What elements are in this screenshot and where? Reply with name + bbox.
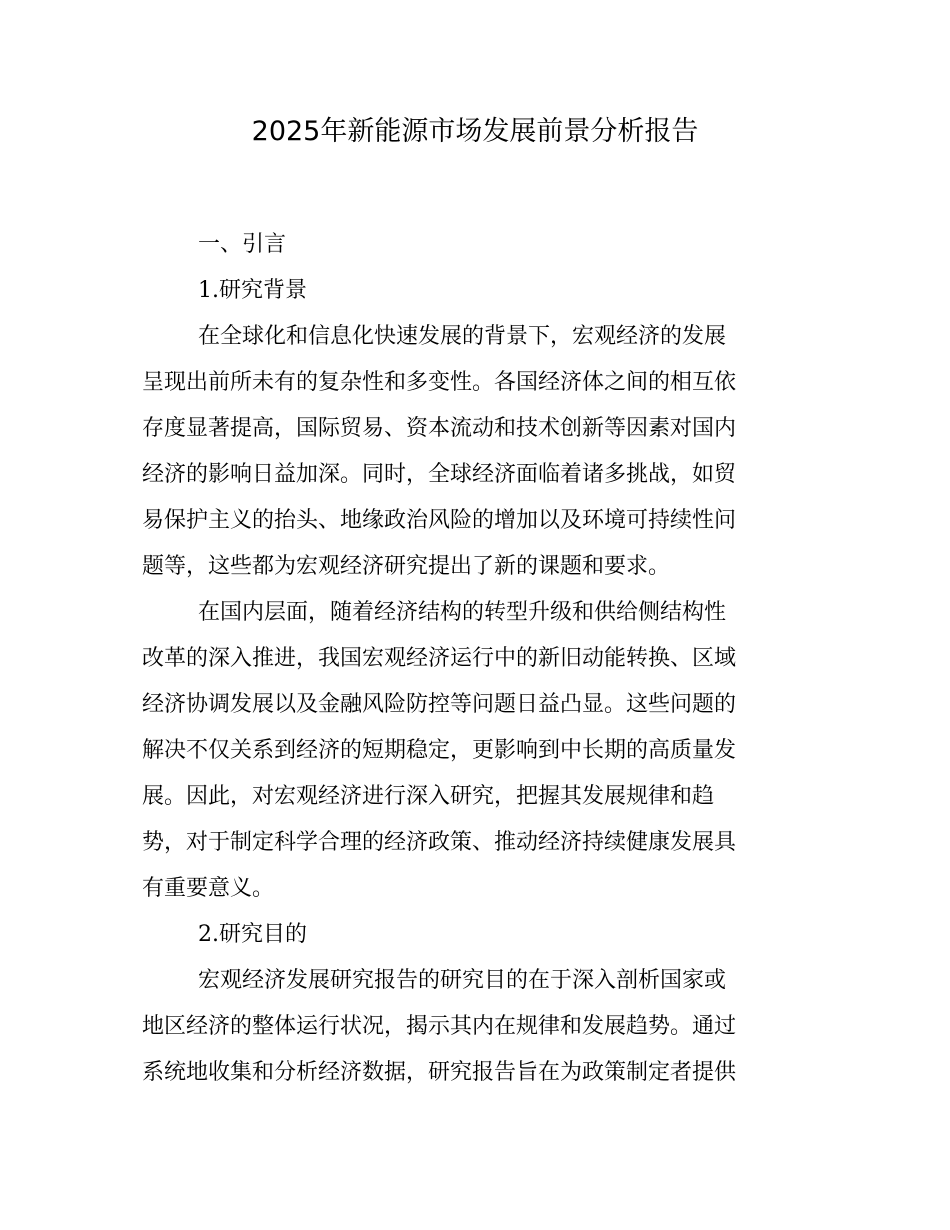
paragraph-line: 在国内层面，随着经济结构的转型升级和供给侧结构性 bbox=[198, 600, 727, 625]
paragraph-line: 易保护主义的抬头、地缘政治风险的增加以及环境可持续性问 bbox=[142, 508, 737, 533]
paragraph-line: 有重要意义。 bbox=[142, 876, 275, 901]
document-title: 2025年新能源市场发展前景分析报告 bbox=[251, 116, 699, 147]
paragraph-line: 经济协调发展以及金融风险防控等问题日益凸显。这些问题的 bbox=[142, 692, 737, 717]
paragraph-line: 存度显著提高，国际贸易、资本流动和技术创新等因素对国内 bbox=[142, 416, 737, 441]
paragraph-line: 势，对于制定科学合理的经济政策、推动经济持续健康发展具 bbox=[142, 830, 737, 855]
paragraph-line: 呈现出前所未有的复杂性和多变性。各国经济体之间的相互依 bbox=[142, 370, 737, 395]
paragraph-line: 地区经济的整体运行状况，揭示其内在规律和发展趋势。通过 bbox=[142, 1014, 737, 1039]
paragraph-line: 解决不仅关系到经济的短期稳定，更影响到中长期的高质量发 bbox=[142, 738, 737, 763]
paragraph-line: 宏观经济发展研究报告的研究目的在于深入剖析国家或 bbox=[198, 968, 727, 993]
paragraph-line: 系统地收集和分析经济数据，研究报告旨在为政策制定者提供 bbox=[142, 1060, 737, 1085]
section-heading: 一、引言 bbox=[198, 232, 287, 257]
paragraph-line: 题等，这些都为宏观经济研究提出了新的课题和要求。 bbox=[142, 554, 671, 579]
subsection-heading-purpose: 2.研究目的 bbox=[198, 922, 307, 947]
paragraph-line: 经济的影响日益加深。同时，全球经济面临着诸多挑战，如贸 bbox=[142, 462, 737, 487]
paragraph-line: 展。因此，对宏观经济进行深入研究，把握其发展规律和趋 bbox=[142, 784, 715, 809]
paragraph-line: 改革的深入推进，我国宏观经济运行中的新旧动能转换、区域 bbox=[142, 646, 737, 671]
paragraph-line: 在全球化和信息化快速发展的背景下，宏观经济的发展 bbox=[198, 324, 727, 349]
subsection-heading-background: 1.研究背景 bbox=[198, 278, 307, 303]
